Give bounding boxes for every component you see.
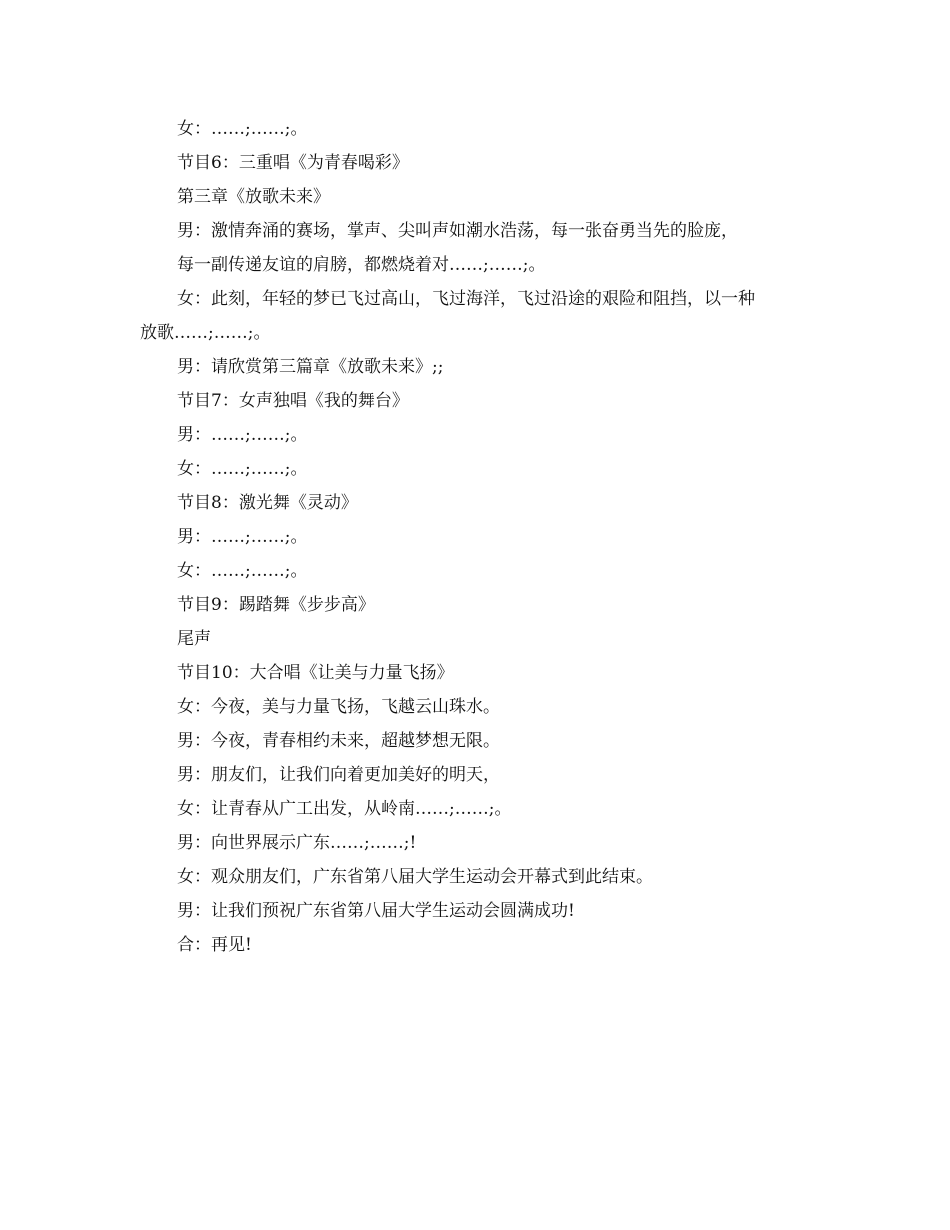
text-line: 男：让我们预祝广东省第八届大学生运动会圆满成功! [177,901,575,921]
text-line: 男：请欣赏第三篇章《放歌未来》;; [177,357,444,377]
program-title: 节目6：三重唱《为青春喝彩》 [177,153,409,173]
text-line: 每一副传递友谊的肩膀，都燃烧着对……;……;。 [177,255,546,275]
text-line: 男：……;……;。 [177,425,308,445]
program-title: 节目7：女声独唱《我的舞台》 [177,391,409,411]
text-line: 男：朋友们，让我们向着更加美好的明天， [177,765,500,785]
chapter-heading: 第三章《放歌未来》 [177,187,330,207]
text-line: 女：……;……;。 [177,459,308,479]
text-line: 女：让青春从广工出发，从岭南……;……;。 [177,799,512,819]
document-body [140,112,820,962]
section-heading: 尾声 [177,629,211,649]
program-title: 节目10：大合唱《让美与力量飞扬》 [177,663,454,683]
text-line: 合：再见! [177,935,252,955]
program-title: 节目8：激光舞《灵动》 [177,493,358,513]
text-line: 男：……;……;。 [177,527,308,547]
program-title: 节目9：踢踏舞《步步高》 [177,595,375,615]
text-line: 女：今夜，美与力量飞扬，飞越云山珠水。 [177,697,500,717]
text-line: 女：观众朋友们，广东省第八届大学生运动会开幕式到此结束。 [177,867,653,887]
text-line: 男：激情奔涌的赛场，掌声、尖叫声如潮水浩荡，每一张奋勇当先的脸庞， [177,221,738,241]
text-line: 放歌……;……;。 [140,323,271,343]
text-line: 男：向世界展示广东……;……;! [177,833,417,853]
text-line: 女：……;……;。 [177,561,308,581]
text-line: 男：今夜，青春相约未来，超越梦想无限。 [177,731,500,751]
text-line: 女：……;……;。 [177,119,308,139]
text-line: 女：此刻，年轻的梦已飞过高山，飞过海洋，飞过沿途的艰险和阻挡，以一种 [177,289,755,309]
